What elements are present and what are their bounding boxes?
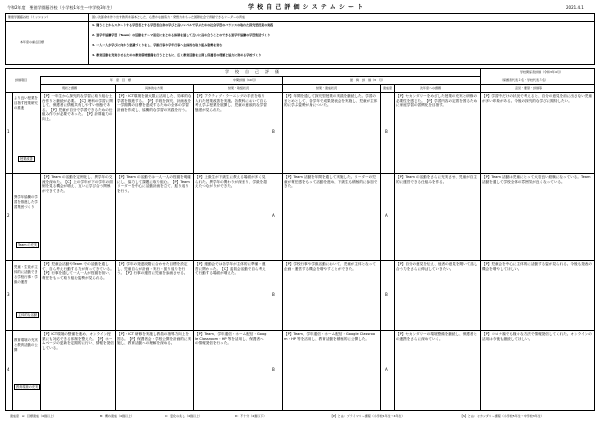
final-score: A bbox=[385, 213, 388, 218]
mid-score: B bbox=[272, 292, 275, 297]
header-external-eval: 学校関係者評価（令和3年4月） bbox=[520, 70, 563, 74]
legend-a: 達成度 A：目標達成（4割以上） bbox=[10, 414, 56, 418]
header-midterm: 中間評価（10月） bbox=[233, 78, 258, 82]
document-header-left: 令和2年度 聖徳学園藤谷校（小学校1年生～中学校3年生） bbox=[7, 5, 115, 10]
goals-label: 本年度の重点目標 bbox=[20, 40, 45, 44]
plan-text: 【P】学年の発達段階に合わせた目標を設定し、児童自らが計画・実行・振り返りを行う。【P】行事の運営に児童を参画させる。 bbox=[117, 262, 188, 276]
goal-item: 4. 教育活動を充実させるための教育環境整備を行うとともに、広く教育活動を公開し保護者の理解と協力に努める学校づくり bbox=[92, 53, 262, 57]
final-score: B bbox=[385, 129, 388, 134]
final-score: B bbox=[385, 292, 388, 297]
document-title: 学 校 自 己 評 価 シ ス テ ム シ ー ト bbox=[248, 4, 364, 11]
next-issue-text: 【P】自分の意見を伝え、他者の意見を聞いて話し合う力をさらに伸ばしていきたい。 bbox=[396, 262, 478, 271]
legend-d: D：不十分（4割以下） bbox=[235, 414, 267, 418]
col-ext-header: 意見・要望・評価等 bbox=[515, 86, 543, 90]
header-external-sub: （保護者代表２名・学校代表３名） bbox=[500, 78, 549, 82]
final-result-text: 【P】Team 活動を年間を通して実施した。リーダーの児童が責任感をもって活動を進め、下級生も積極的に参加できた。 bbox=[284, 175, 378, 189]
mid-result-text: 【P】上級生が下級生に教える場面が多く見られた。異学年の関わりが深まり、学級を超えたつながりができた。 bbox=[195, 175, 267, 189]
col-score-header: 達成度 bbox=[383, 86, 393, 90]
legend-c: C：変化の兆し（4割以上） bbox=[165, 414, 203, 418]
status-text: 【P】児童会活動やTeam での活動を通して、自ら考え行動する力が育ってきている。【P】行事を通して一人一人が役割を担い、責任をもって取り組む姿勢が見られる。 bbox=[42, 262, 114, 280]
row-number: 3 bbox=[7, 292, 10, 297]
header-school-eval: 学 校 自 己 評 価 bbox=[225, 69, 280, 74]
col-plan-header: 具体的な方策 bbox=[145, 86, 164, 90]
mid-score: B bbox=[272, 367, 275, 372]
item-tag: Team の充実 bbox=[18, 243, 37, 247]
final-score: A bbox=[385, 367, 388, 372]
col-fin-header: 結果・達成状況 bbox=[316, 86, 338, 90]
next-issue-text: 【P】セカンダリーの環境整備を継続し、保護者との連携をさらに深めていく。 bbox=[396, 332, 478, 341]
mid-score: B bbox=[272, 129, 275, 134]
item-tag: 主体的な活動 bbox=[18, 313, 38, 317]
external-comment: 【P】コロナ禍でも様々な方法で情報発信してくれた。オンラインの活用は今後も継続してほしい。 bbox=[482, 332, 592, 341]
row-number: 2 bbox=[7, 213, 10, 218]
eval-item: より良い授業を目指す授業研究の推進 bbox=[14, 96, 38, 110]
header-eval-item: 評価項目 bbox=[15, 78, 28, 82]
goal-item: 1. 聞うことからスタートする学習者とする学習者自身の学びと高いレベルで学ぶための社会学習のバランスの取れた探究型授業の実践 bbox=[92, 23, 274, 27]
legend-s-note: 【S】とは：セカンダリー課程（小学校5年生～中学校3年生） bbox=[460, 414, 544, 418]
col-mid-header: 結果・取組状況 bbox=[228, 86, 250, 90]
mid-result-text: 【P】運動会では各学年が主体的に準備・運営に関わった。【C】委員会活動で自ら考えて行動する場面が増えた。 bbox=[195, 262, 266, 276]
mission-label: 聖徳学園藤谷校（ミッション） bbox=[8, 15, 50, 19]
mission-text: 困い次郎命を作り出す教育を基本とした、心豊かな創造力・発想力をもった国際社会で貢献できるリーダーの育成 bbox=[92, 15, 246, 19]
col-status-header: 現状と課題 bbox=[62, 86, 78, 90]
next-issue-text: 【P】セカンダリーをめざした授業の充実と研修の必要性を感じた。【P】学習内容の定着を図るために家庭学習の習慣化を目指す。 bbox=[396, 94, 478, 108]
next-issue-text: 【P】Team の活動をさらに充実させ、児童が自主的に運営できる仕組みを作る。 bbox=[396, 175, 477, 184]
external-comment: 【P】学習中だけの状況で考えると、自分の意見を前に出さない児童が多い印象がある。今後の探究的な学びに期待したい。 bbox=[482, 94, 592, 103]
eval-item: 児童・生徒が主体的に活動できる学校行事・学級の運営 bbox=[14, 265, 38, 284]
goal-item: 2. 異学年協働学習（Team）の活動をテーマ設定にまとめる体制を通して互いに高め合うことのできる異学年協働の学習集団づくり bbox=[92, 33, 271, 37]
external-comment: 【P】児童会を中心に主体的に活動する姿が見られる。今後も発表の機会を増やしてほしい。 bbox=[482, 262, 592, 271]
plan-text: 【P】・ICT 研修を実施し教員の指導力向上を図る。【P】保護者会・学校公開を計画的に実施し、教育活動への理解を深める。 bbox=[117, 332, 192, 346]
legend-b: B：概ね達成（4割以上） bbox=[100, 414, 134, 418]
row-number: 4 bbox=[7, 367, 10, 372]
goal-item: 3. 一人一人が学びに向かう意識づくりをし、学級行事や学年行事へ主体的な取り組み姿勢を育む bbox=[92, 43, 223, 47]
plan-text: 【P】Team の活動では一人一人の役割を明確にし、協力して課題に取り組む。【P】Team リーダーを中心に活動計画を立て、振り返りを行う。 bbox=[117, 175, 191, 193]
status-text: 【P】Team の活動を定例化し、異学年の交流を深めた。【C】上の学年が下の学年の面倒を見る機会が増え、互いに学び合う関係ができてきた。 bbox=[42, 175, 113, 193]
mid-score: A bbox=[272, 213, 275, 218]
status-text: 【P】一年生から探究的な学習に取り組む土台作りと継続が必要。【C】理科の学習に関して、保護者に情報共有しやすい形態である。【P】児童が自分で学習できるための仕組み作りが必要であった。【P】計算能力の向上。 bbox=[42, 94, 113, 121]
item-tag: 授業改善 bbox=[20, 157, 33, 161]
col-next-header: 次年度への課題 bbox=[420, 86, 442, 90]
plan-text: 【P】・ICT環境を最大限に活用した、効率的な学習を推進する。【P】手段を探究、計画表を一学期間の目標を達成するための全体の学習計画を作成し、協働的な学習の実践を行う。 bbox=[117, 94, 192, 112]
item-tag: 教育環境の充実 bbox=[16, 385, 39, 389]
final-result-text: 【P】学校行事や学級活動において、児童が主体となって企画・運営する機会を増やすことができた。 bbox=[284, 262, 376, 271]
eval-item: 教育環境の充実と教育活動の公開 bbox=[14, 338, 38, 352]
mid-result-text: 【P】アクティブ・ラーニングの手法を取り入れた授業改善を実施。各教科において自ら考え学ぶ授業を展開し、児童の意欲的な学習態度が見られた。 bbox=[195, 94, 267, 112]
mid-result-text: 【P】Team、学年通信・ホーム配信・Google Classroom・HP 等を活用し、保護者への情報発信を行った。 bbox=[195, 332, 267, 346]
eval-item: 異学年協働の学習を推進した学習集団づくり bbox=[14, 195, 38, 209]
external-comment: 【P】Team 活動は児童にとって大変良い経験になっている。Team 活動を通して学校全体の雰囲気が良くなっている。 bbox=[482, 175, 591, 184]
final-result-text: 【P】年間を通して探究型授業の実践を継続した。学習のまとめとして、各学年で成果発表会を実施し、児童が主体的に学ぶ姿勢が身についた。 bbox=[284, 94, 378, 108]
header-final: 最 終 評 価（3 月） bbox=[350, 78, 385, 82]
final-result-text: 【P】Team、学年通信・ホーム配信・Google Classroom・HP 等を活用し、教育活動を積極的に公開した。 bbox=[284, 332, 376, 341]
status-text: 【P】ICT環境の整備を進め、オンライン授業にも対応できる体制を整えた。【P】ホームページの更新を定期的に行い、情報を発信している。 bbox=[42, 332, 114, 350]
header-fiscal-goal: 年 度 目 標 bbox=[110, 78, 132, 82]
document-id: 2021.4.1 bbox=[566, 5, 584, 10]
legend-p-note: 【P】とは：プライマリー課程（小学校1年生～4年生） bbox=[330, 414, 405, 418]
row-number: 1 bbox=[7, 129, 10, 134]
